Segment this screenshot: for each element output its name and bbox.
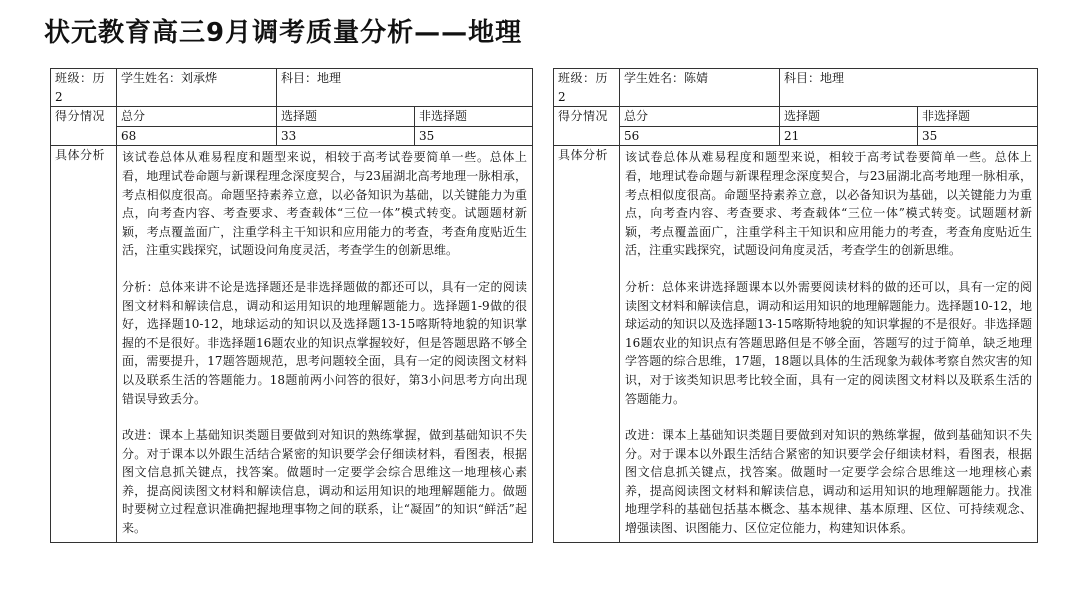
score-value-row — [554, 126, 1038, 146]
score-status-label: 得分情况 — [51, 107, 117, 146]
non-choice-score: 35 — [415, 126, 533, 146]
subject-cell: 科目：地理 — [780, 69, 1038, 107]
choice-score: 21 — [780, 126, 918, 146]
analysis-row — [554, 146, 1038, 542]
improvement-paragraph: 改进：课本上基础知识类题目要做到对知识的熟练掌握，做到基础知识不失分。对于课本以外跟生活结合紧密的知识要学会仔细读材料，看图表，根据图文信息抓关键点，找答案。做题时一定要学会综合思维这一地理核心素养，提高阅读图文材料和解读信息，调动和运用知识的地理解题能力。做题时要树立过程意识准确把握地理事物之间的联系，让“凝固”的知识“鲜活”起来。 — [122, 428, 528, 536]
choice-score: 33 — [277, 126, 415, 146]
analysis-paragraph: 分析：总体来讲选择题课本以外需要阅读材料的做的还可以，具有一定的阅读图文材料和解读信息，调动和运用知识的地理解题能力。选择题10-12，地球运动的知识以及选择题13-15喀斯特地貌的知识掌握的不是很好。非选择题16题农业的知识点有答题思路但是不够全面，答题写的过于简单，缺乏地理学答题的综合思维，17题，18题以具体的生活现象为载体考察自然灾害的知识，对于该类知识思考比较全面，具有一定的阅读图文材料以及联系生活的答题能力。 — [625, 279, 1033, 406]
total-score: 68 — [117, 126, 277, 146]
overview-paragraph: 该试卷总体从难易程度和题型来说，相较于高考试卷要简单一些。总体上看，地理试卷命题与新课程理念深度契合，与23届湖北高考地理一脉相承，考点相似度很高。命题坚持素养立意，以必备知识为基础，以关键能力为重点，向考查内容、考查要求、考查载体“三位一体”模式转变。试题题材新颖，考点覆盖面广，注重学科主干知识和应用能力的考查，考查角度贴近生活，注重实践探究，试题设问角度灵活，考查学生的创新思维。 — [625, 150, 1033, 258]
student-name-cell: 学生姓名：陈婧 — [620, 69, 780, 107]
analysis-content — [117, 146, 533, 542]
total-label: 总分 — [620, 107, 780, 127]
improvement-paragraph: 改进：课本上基础知识类题目要做到对知识的熟练掌握，做到基础知识不失分。对于课本以外跟生活结合紧密的知识要学会仔细读材料，看图表，根据图文信息抓关键点，找答案。做题时一定要学会综合思维这一地理核心素养，提高阅读图文材料和解读信息，调动和运用知识的地理解题能力。找准地理学科的基础包括基本概念、基本规律、基本原理、区位、可持续观念、增强读图、识图能力、区位定位能力，构建知识体系。 — [625, 428, 1033, 536]
score-header-row — [51, 107, 533, 127]
analysis-row — [51, 146, 533, 542]
info-row — [51, 69, 533, 107]
choice-label: 选择题 — [780, 107, 918, 127]
report-table-right — [553, 68, 1038, 543]
non-choice-score: 35 — [918, 126, 1038, 146]
analysis-paragraph: 分析：总体来讲不论是选择题还是非选择题做的都还可以，具有一定的阅读图文材料和解读信息，调动和运用知识的地理解题能力。选择题1-9做的很好，选择题10-12，地球运动的知识以及选择题13-15喀斯特地貌的知识掌握的不是很好。非选择题16题农业的知识点掌握较好，但是答题思路不够全面，需要提升，17题答题规范，思考问题较全面，具有一定的阅读图文材料以及联系生活的答题能力。18题前两小问答的很好，第3小问思考方向出现错误导致丢分。 — [122, 279, 528, 406]
total-label: 总分 — [117, 107, 277, 127]
subject-cell: 科目：地理 — [277, 69, 533, 107]
non-choice-label: 非选择题 — [415, 107, 533, 127]
analysis-content — [620, 146, 1038, 542]
non-choice-label: 非选择题 — [918, 107, 1038, 127]
info-row — [554, 69, 1038, 107]
score-status-label: 得分情况 — [554, 107, 620, 146]
score-value-row — [51, 126, 533, 146]
class-cell: 班级：历2 — [554, 69, 620, 107]
class-cell: 班级：历2 — [51, 69, 117, 107]
page-title: 状元教育高三9月调考质量分析——地理 — [44, 18, 523, 48]
analysis-label: 具体分析 — [51, 146, 117, 542]
score-header-row — [554, 107, 1038, 127]
choice-label: 选择题 — [277, 107, 415, 127]
analysis-label: 具体分析 — [554, 146, 620, 542]
report-table-left — [50, 68, 533, 543]
overview-paragraph: 该试卷总体从难易程度和题型来说，相较于高考试卷要简单一些。总体上看，地理试卷命题与新课程理念深度契合，与23届湖北高考地理一脉相承，考点相似度很高。命题坚持素养立意，以必备知识为基础，以关键能力为重点，向考查内容、考查要求、考查载体“三位一体”模式转变。试题题材新颖，考点覆盖面广，注重学科主干知识和应用能力的考查，考查角度贴近生活，注重实践探究，试题设问角度灵活，考查学生的创新思维。 — [122, 150, 528, 258]
total-score: 56 — [620, 126, 780, 146]
student-name-cell: 学生姓名：刘承烨 — [117, 69, 277, 107]
